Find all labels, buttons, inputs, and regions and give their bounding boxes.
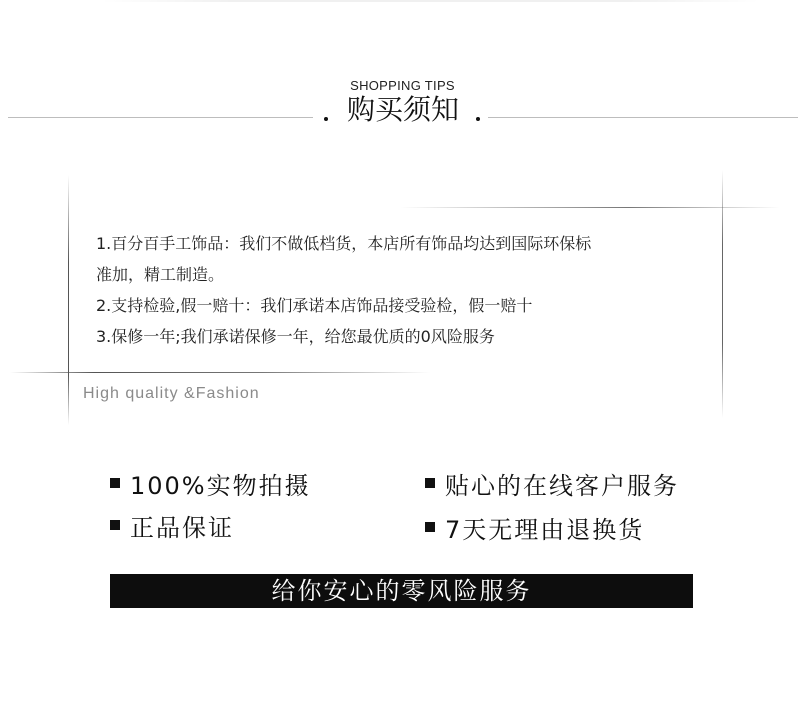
header-dot-left [324, 117, 328, 121]
tip-line: 3.保修一年;我们承诺保修一年，给您最优质的0风险服务 [96, 327, 495, 346]
square-bullet-icon [110, 478, 120, 488]
tips-list [96, 228, 716, 352]
feature-online-service [425, 466, 679, 500]
frame-line-left [68, 175, 69, 425]
frame-line-right [722, 170, 723, 418]
square-bullet-icon [425, 522, 435, 532]
feature-label: 正品保证 [130, 513, 234, 542]
zero-risk-banner: 给你安心的零风险服务 [110, 574, 693, 608]
header-rule-right [488, 117, 798, 118]
header-dot-right [476, 117, 480, 121]
quality-tagline: High quality &Fashion [83, 385, 260, 402]
tip-line: 准加，精工制造。 [96, 265, 225, 284]
shopping-tips-subtitle: SHOPPING TIPS [350, 78, 455, 93]
shopping-tips-title: 购买须知 [346, 93, 459, 126]
feature-real-photos [110, 466, 311, 500]
feature-label: 贴心的在线客户服务 [445, 471, 679, 500]
square-bullet-icon [110, 520, 120, 530]
feature-label: 7天无理由退换货 [445, 515, 645, 544]
feature-genuine-guarantee [110, 508, 234, 542]
tip-line: 2.支持检验,假一赔十：我们承诺本店饰品接受验检，假一赔十 [96, 296, 533, 315]
top-faint-divider [100, 0, 760, 2]
feature-7-day-return [425, 510, 644, 544]
frame-line-bottom [10, 372, 430, 373]
header-rule-left [8, 117, 313, 118]
frame-line-top [400, 207, 780, 208]
square-bullet-icon [425, 478, 435, 488]
tip-line: 1.百分百手工饰品：我们不做低档货，本店所有饰品均达到国际环保标 [96, 234, 592, 253]
feature-label: 100%实物拍摄 [130, 471, 311, 500]
